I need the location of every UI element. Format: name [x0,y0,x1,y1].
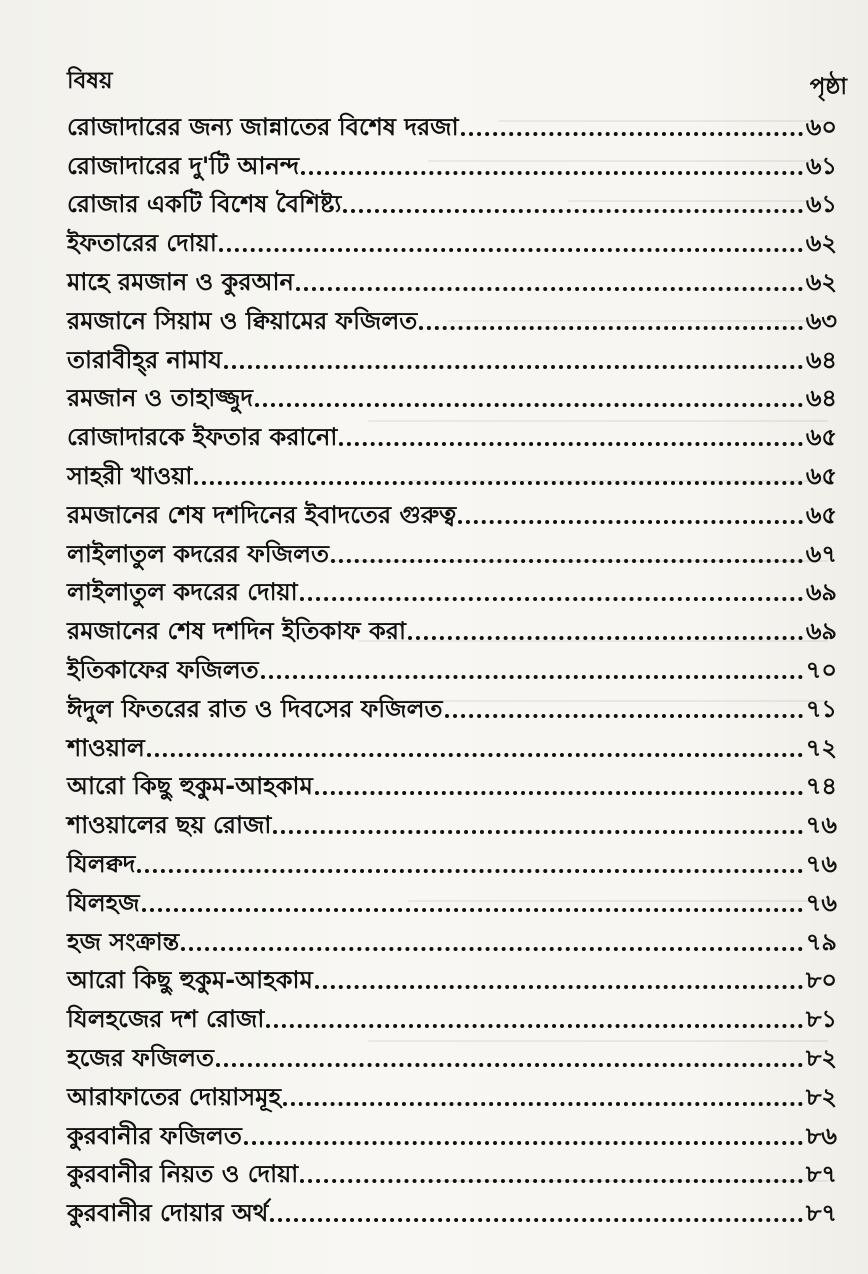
dot-leader [458,520,803,524]
toc-entry-page: ৬০ [805,112,837,141]
dot-leader [147,753,803,757]
dot-leader [266,1024,802,1028]
toc-entry [67,1113,837,1152]
toc-entry-page: ৬৫ [805,461,837,490]
toc-entry-title: রোজাদারকে ইফতার করানো [67,423,338,452]
toc-entry-page: ৭৯ [805,927,837,956]
toc-entry [67,376,837,415]
toc-entry-page: ৬১ [805,151,837,180]
toc-entry [67,725,837,764]
toc-entry-page: ৬৯ [805,578,837,607]
toc-entry-title: রমজানের শেষ দশদিন ইতিকাফ করা [67,617,406,646]
toc-entry-title: রোজাদারের জন্য জান্নাতের বিশেষ দরজা [67,112,459,141]
dot-leader [244,1141,803,1145]
toc-entry-page: ৬৪ [805,384,837,413]
toc-entry-title: হজের ফজিলত [67,1043,215,1072]
toc-entry-title: রমজান ও তাহাজ্জুদ [67,384,253,413]
toc-header [67,62,847,100]
dot-leader [270,1218,802,1222]
toc-entry-page: ৮০ [805,966,837,995]
dot-leader [194,481,802,485]
toc-entry [67,880,837,919]
toc-entry-title: লাইলাতুল কদরের দোয়া [67,578,298,607]
toc-entry-title: যিলক্বদ [67,849,136,878]
dot-leader [216,1063,803,1067]
toc-entry-page: ৮২ [805,1082,837,1111]
dot-leader [219,248,803,252]
toc-entry [67,570,837,609]
toc-entry [67,492,837,531]
toc-entry-page: ৭৬ [805,888,837,917]
toc-entry-page: ৬১ [805,190,837,219]
toc-entry-title: মাহে রমজান ও কুরআন [67,267,294,296]
toc-entry-title: আরাফাতের দোয়াসমূহ [67,1082,282,1111]
toc-entry [67,143,837,182]
dot-leader [283,1102,803,1106]
toc-entry-page: ৮৭ [805,1199,837,1228]
dot-leader [137,869,802,873]
toc-entry-page: ৭৪ [805,772,837,801]
dot-leader [331,559,803,563]
toc-entry-page: ৬৭ [805,539,837,568]
toc-entry [67,453,837,492]
toc-entry [67,919,837,958]
toc-entry-page: ৭২ [805,733,837,762]
toc-entry-title: ইফতারের দোয়া [67,229,217,258]
toc-entry-title: কুরবানীর ফজিলত [67,1121,242,1150]
toc-entry-page: ৮১ [805,1005,837,1034]
toc-entry-title: তারাবীহ্‌র নামায [67,345,222,374]
subject-column-heading: বিষয় [67,68,113,94]
toc-entry-title: শাওয়ালের ছয় রোজা [67,811,272,840]
dot-leader [339,442,802,446]
toc-entry-title: কুরবানীর নিয়ত ও দোয়া [67,1160,299,1189]
toc-entry-page: ৬৩ [805,306,837,335]
toc-entry-page: ৭৬ [805,811,837,840]
toc-entry-page: ৬৫ [805,423,837,452]
toc-entry-title: লাইলাতুল কদরের ফজিলত [67,539,329,568]
toc-entry-page: ৮৬ [805,1121,837,1150]
dot-leader [343,209,802,213]
toc-entry [67,182,837,221]
toc-entry-title: আরো কিছু হুকুম-আহকাম [67,966,313,995]
toc-entry-title: রোজার একটি বিশেষ বৈশিষ্ট্য [67,190,342,219]
toc-entry-title: ঈদুল ফিতরের রাত ও দিবসের ফজিলত [67,694,443,723]
dot-leader [255,403,803,407]
page-column-heading: পৃষ্ঠা [809,74,847,100]
toc-entry [67,1074,837,1113]
toc-entry-title: হজ সংক্রান্ত [67,927,180,956]
dot-leader [300,597,803,601]
toc-entry-title: রমজানের শেষ দশদিনের ইবাদতের গুরুত্ব [67,500,457,529]
toc-entry-page: ৮৭ [805,1160,837,1189]
toc-entry [67,996,837,1035]
toc-entry [67,686,837,725]
toc-entry-page: ৭৬ [805,849,837,878]
toc-entry-page: ৬৯ [805,617,837,646]
dot-leader [408,636,803,640]
toc-entry [67,1152,837,1191]
dot-leader [301,171,803,175]
dot-leader [445,714,803,718]
dot-leader [315,791,803,795]
toc-entry [67,337,837,376]
toc-entry [67,841,837,880]
toc-entry-title: সাহরী খাওয়া [67,461,193,490]
toc-entry-title: ইতিকাফের ফজিলত [67,655,259,684]
toc-entry [67,608,837,647]
toc-entry-page: ৬৫ [805,500,837,529]
toc-entry [67,1035,837,1074]
table-of-contents [67,104,837,1229]
toc-entry-title: রমজানে সিয়াম ও ক্বিয়ামের ফজিলত [67,306,418,335]
toc-entry [67,298,837,337]
toc-entry [67,220,837,259]
toc-entry [67,647,837,686]
dot-leader [273,830,802,834]
dot-leader [181,947,803,951]
toc-entry [67,104,837,143]
toc-entry-page: ৬২ [805,229,837,258]
toc-entry-title: আরো কিছু হুকুম-আহকাম [67,772,313,801]
toc-entry-page: ৮২ [805,1043,837,1072]
toc-entry-page: ৭১ [805,694,837,723]
dot-leader [315,985,803,989]
toc-entry [67,1190,837,1229]
toc-entry-title: যিলহজ [67,888,140,917]
toc-entry-page: ৬৪ [805,345,837,374]
dot-leader [419,326,802,330]
toc-entry [67,958,837,997]
toc-entry [67,531,837,570]
toc-entry-title: রোজাদারের দু'টি আনন্দ [67,151,300,180]
toc-entry-title: যিলহজের দশ রোজা [67,1005,265,1034]
toc-entry-title: কুরবানীর দোয়ার অর্থ [67,1199,269,1228]
toc-entry-title: শাওয়াল [67,733,145,762]
toc-entry [67,414,837,453]
dot-leader [261,675,803,679]
toc-entry-page: ৭০ [805,655,837,684]
toc-entry [67,764,837,803]
toc-entry-page: ৬২ [805,267,837,296]
dot-leader [296,287,803,291]
dot-leader [461,132,803,136]
toc-entry [67,802,837,841]
dot-leader [142,908,803,912]
toc-entry [67,259,837,298]
dot-leader [224,365,803,369]
dot-leader [300,1179,803,1183]
